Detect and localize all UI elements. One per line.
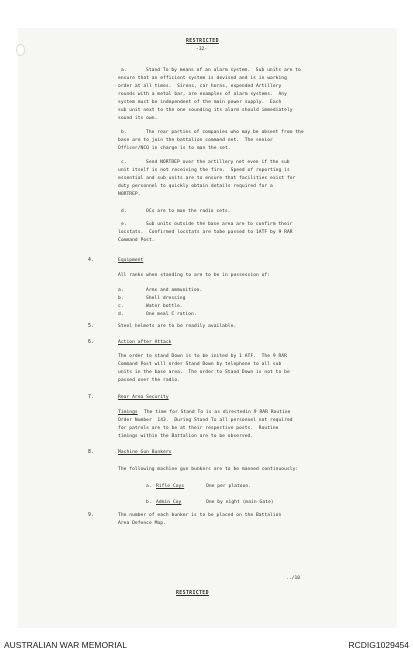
para3-sub-4-line: Command Post. (118, 238, 155, 243)
section-9-line-1: The number of each bunker is to be placed on the Battalion (118, 513, 282, 518)
section-7-line-4: timings within the Battalion are to be observed. (118, 434, 254, 439)
archive-footer (0, 632, 413, 654)
para3-sub-2-label: c. (121, 160, 127, 165)
para3-sub-0-line: rounds with a metal bar, are examples of alarm systems. Any (118, 92, 287, 97)
section-8-number: 8. (88, 450, 94, 455)
section-4-item-text: Arms and ammunition. (146, 288, 203, 293)
section-8-title: Machine Gun Bunkers (118, 450, 172, 455)
para3-sub-0-line: system must be independent of the main power supply. Each (118, 100, 282, 105)
para3-sub-0-line: sound its own. (118, 116, 158, 121)
classification-header: RESTRICTED (186, 39, 219, 44)
para3-sub-3-line: OCs are to man the radio sets. (146, 209, 231, 214)
section-6-number: 6. (88, 340, 94, 345)
section-4-number: 4. (88, 258, 94, 263)
section-7-line-1: The time for Stand To is as directedin 9 RAR Routine (144, 410, 291, 415)
section-5-number: 5. (88, 324, 94, 329)
section-8-item-b-name: Admin Coy (156, 500, 182, 505)
section-7-line-3: for patrols are to be at their respective posts. Routine (118, 426, 279, 431)
section-6-line-4: passed over the radio. (118, 378, 180, 383)
section-5-text: Steel helmets are to be readily available. (118, 324, 237, 329)
section-6-line-2: Command Post will order Stand Down by telephone to all sub (118, 362, 282, 367)
para3-sub-1-label: b. (121, 130, 127, 135)
section-6-line-3: units in the base area. The order to Stand Down is not to be (118, 370, 290, 375)
para3-sub-2-line: essential and sub units are to ensure that facilities exist for (118, 176, 296, 181)
section-4-item-label: a. (118, 288, 124, 293)
para3-sub-4-line: Sub units outside the base area are to confirm their (146, 222, 293, 227)
para3-sub-2-line: NORTREP. (118, 192, 141, 197)
section-8-item-b-text: One by night (main Gate) (206, 500, 274, 505)
section-4-title: Equipment (118, 258, 144, 263)
section-8-item-a-label: a. (146, 484, 152, 489)
para3-sub-3-label: d. (121, 209, 127, 214)
section-4-intro: All ranks when standing to are to be in possession of: (118, 273, 271, 278)
para3-sub-2-line: Send NORTREP over the artillery net even if the sub (146, 160, 290, 165)
section-4-item-text: One meal C ration. (146, 312, 197, 317)
section-8-item-a-text: One per platoon. (206, 484, 252, 489)
para3-sub-0-line: sub unit next to the one sounding its alarm should immediately (118, 108, 293, 113)
continuation-marker: ../10 (286, 576, 301, 581)
section-8-intro: The following machine gun bunkers are to be manned continuously: (118, 467, 299, 472)
archive-name: AUSTRALIAN WAR MEMORIAL (4, 640, 127, 650)
section-4-item-label: c. (118, 304, 124, 309)
para3-sub-0-line: order at all times. Sirens, car horns, expended Artillery (118, 84, 282, 89)
section-7-title: Rear Area Security (118, 395, 169, 400)
section-7-number: 7. (88, 395, 94, 400)
section-9-line-2: Area Defence Map. (118, 521, 166, 526)
para3-sub-1-line: base are to join the battalion command net. The senior (118, 138, 273, 143)
section-4-item-text: Shell dressing (146, 296, 186, 301)
para3-sub-0-line: Stand To by means of an alarm system. Sub units are to (146, 68, 301, 73)
para3-sub-1-line: The rear parties of companies who may be absent from the (146, 130, 304, 135)
punch-hole (16, 44, 25, 56)
section-4-item-label: d. (118, 312, 124, 317)
section-6-line-1: The order to stand Down is to be inited by 1 ATF. The 9 RAR (118, 354, 287, 359)
para3-sub-2-line: unit itself is not receiving the fire. Speed of reporting is (118, 168, 290, 173)
section-4-item-label: b. (118, 296, 124, 301)
section-6-title: Action after Attack (118, 340, 172, 345)
section-8-item-a-name: Rifle Coys (156, 484, 185, 489)
para3-sub-0-label: a. (121, 68, 127, 73)
para3-sub-1-line: Officer/NCO in charge is to man the set. (118, 146, 231, 151)
para3-sub-4-label: e. (121, 222, 127, 227)
section-7-line-2: Order Number 143. During Stand To all personnel not required (118, 418, 293, 423)
section-8-item-b-label: b. (146, 500, 152, 505)
section-4-item-text: Water bottle. (146, 304, 183, 309)
section-9-number: 9. (88, 513, 94, 518)
para3-sub-4-line: locstats. Confirmed locstats are tobe passed to 1ATF by 9 RAR (118, 230, 293, 235)
archive-id: RCDIG1029454 (348, 640, 409, 650)
page-number: -32- (196, 47, 208, 52)
classification-footer: RESTRICTED (176, 591, 209, 596)
section-7-timings-label: Timings (118, 410, 138, 415)
para3-sub-0-line: ensure that an efficient system is devised and is in working (118, 76, 287, 81)
para3-sub-2-line: duty personnel to quickly obtain details required for a (118, 184, 273, 189)
